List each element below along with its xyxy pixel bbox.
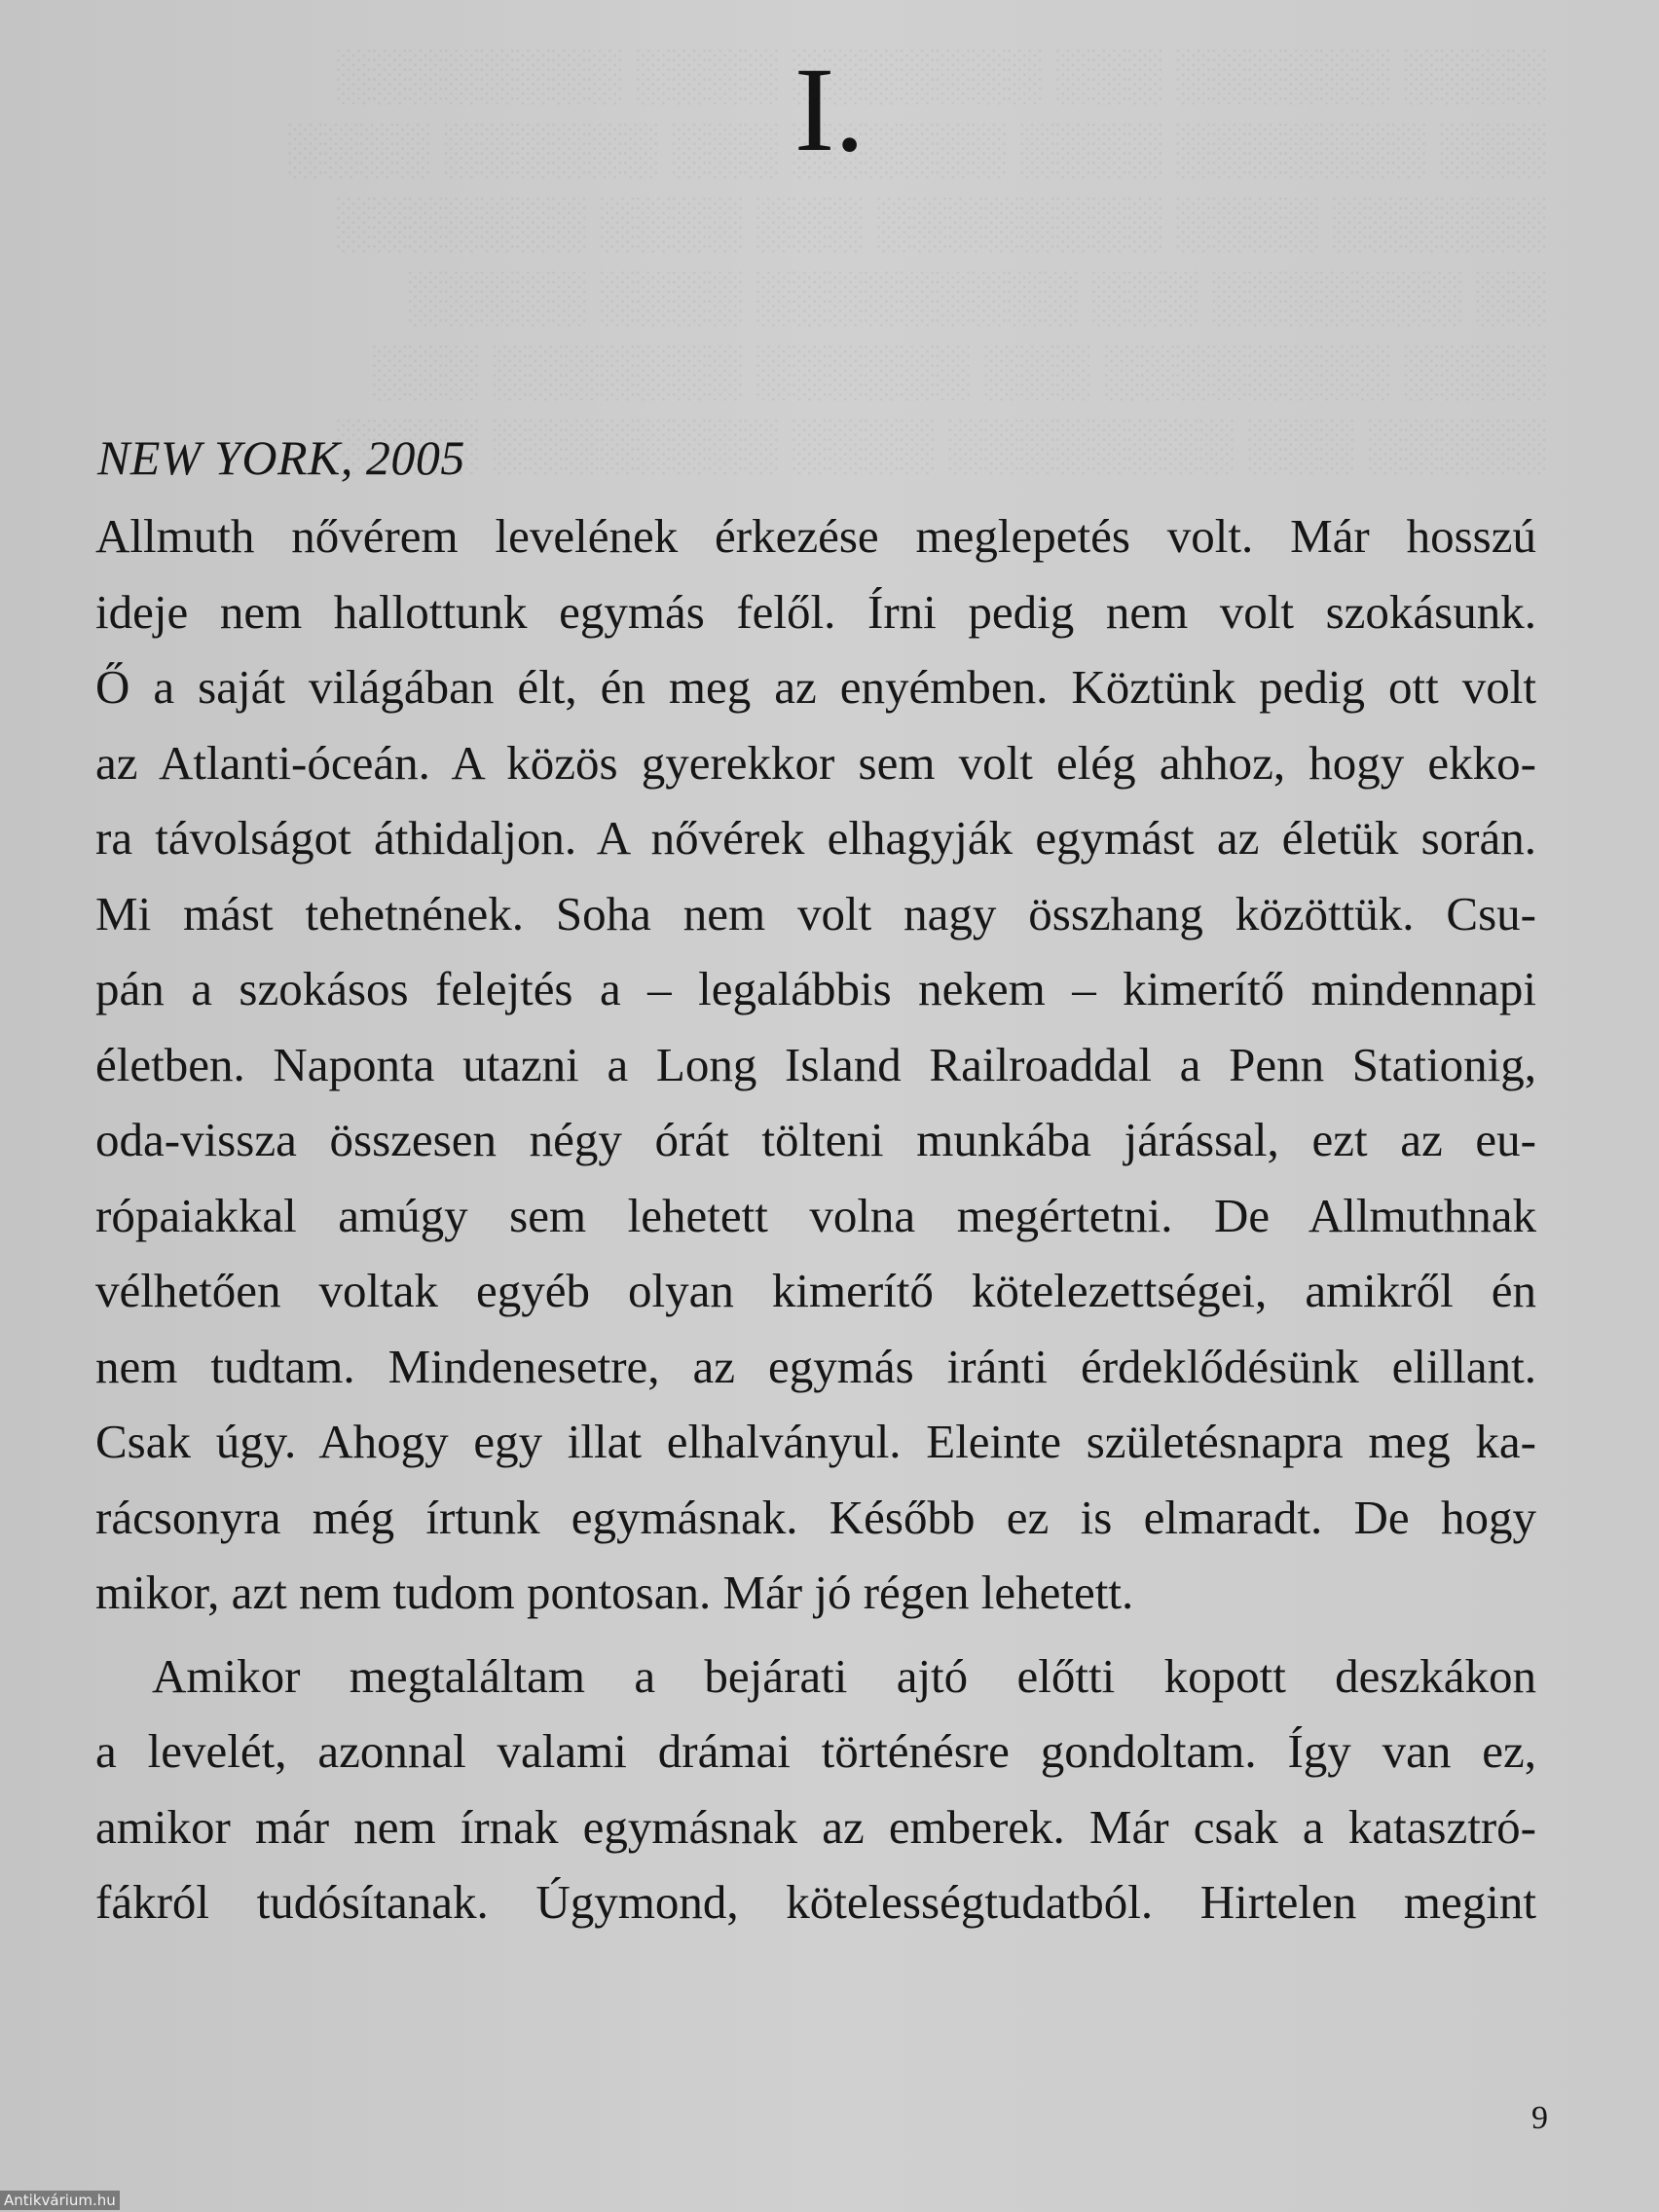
text-line: oda-vissza összesen négy órát tölteni munkába járással, ezt az eu-: [95, 1113, 1536, 1166]
paragraph-2: [95, 1639, 1536, 1940]
text-line: mikor, azt nem tudom pontosan. Már jó régen lehetett.: [95, 1566, 1134, 1619]
text-line: Allmuth nővérem levelének érkezése meglepetés volt. Már hosszú: [95, 509, 1536, 563]
text-line: vélhetően voltak egyéb olyan kimerítő kötelezettségei, amikről én: [95, 1264, 1536, 1317]
text-line: Ő a saját világában élt, én meg az enyémben. Köztünk pedig ott volt: [95, 660, 1536, 714]
page-number: 9: [1531, 2100, 1548, 2136]
text-line: rópaiakkal amúgy sem lehetett volna megértetni. De Allmuthnak: [95, 1188, 1536, 1242]
text-line: Amikor megtaláltam a bejárati ajtó előtti kopott deszkákon: [152, 1648, 1536, 1703]
text-line: a levelét, azonnal valami drámai történésre gondoltam. Így van ez,: [95, 1724, 1536, 1778]
text-line: életben. Naponta utazni a Long Island Railroaddal a Penn Stationig,: [95, 1037, 1536, 1091]
place-date-heading: NEW YORK, 2005: [97, 430, 465, 485]
text-line: pán a szokásos felejtés a – legalábbis nekem – kimerítő mindennapi: [95, 962, 1536, 1015]
text-line: az Atlanti-óceán. A közös gyerekkor sem volt elég ahhoz, hogy ekko-: [95, 735, 1536, 790]
watermark: Antikvárium.hu: [0, 2191, 120, 2210]
text-line: amikor már nem írnak egymásnak az emberek. Már csak a katasztró-: [95, 1799, 1536, 1854]
text-line: nem tudtam. Mindenesetre, az egymás iránti érdeklődésünk elillant.: [95, 1339, 1536, 1393]
text-line: ideje nem hallottunk egymás felől. Írni pedig nem volt szokásunk.: [95, 584, 1536, 639]
paragraph-1: [95, 498, 1536, 1631]
text-line: rácsonyra még írtunk egymásnak. Később ez is elmaradt. De hogy: [95, 1490, 1536, 1544]
chapter-number: I.: [793, 43, 866, 176]
text-line: ra távolságot áthidaljon. A nővérek elhagyják egymást az életük során.: [95, 811, 1536, 865]
paragraph-spacer: [95, 1631, 1536, 1639]
body-text: [95, 498, 1536, 1940]
text-line: Mi mást tehetnének. Soha nem volt nagy összhang közöttük. Csu-: [95, 886, 1536, 940]
text-line: fákról tudósítanak. Úgymond, kötelességtudatból. Hirtelen megint: [95, 1875, 1536, 1929]
text-line: Csak úgy. Ahogy egy illat elhalványul. Eleinte születésnapra meg ka-: [95, 1415, 1536, 1468]
